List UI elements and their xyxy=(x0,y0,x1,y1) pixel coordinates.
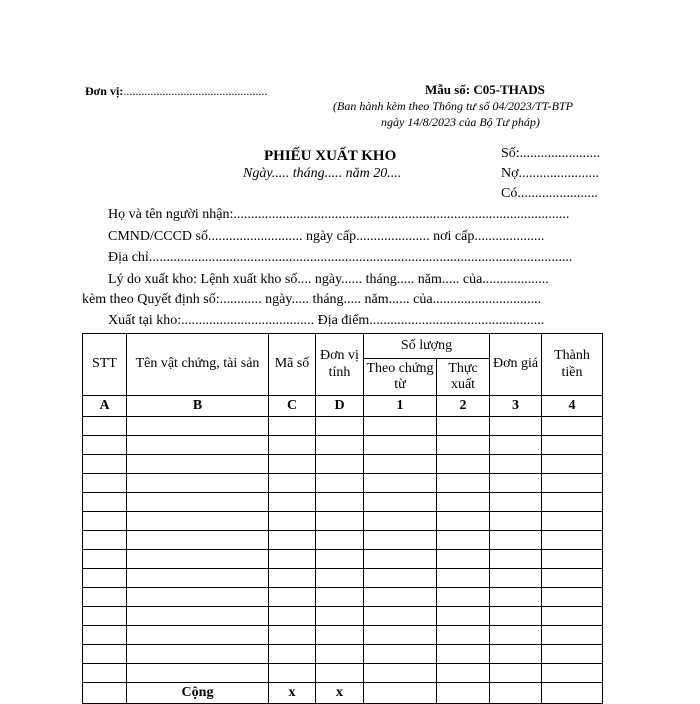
total-cell[interactable] xyxy=(490,683,542,704)
unit-label: Đơn vị:................................................ xyxy=(85,84,268,98)
issued-line-1: (Ban hành kèm theo Thông tư số 04/2023/TT-BTP xyxy=(333,99,573,113)
table-cell[interactable] xyxy=(364,664,437,683)
table-cell[interactable] xyxy=(490,474,542,493)
table-row xyxy=(83,626,603,645)
table-cell[interactable] xyxy=(316,664,364,683)
id-field[interactable]: CMND/CCCD số........................... ngày cấp..................... nơi cấp.................... xyxy=(108,229,545,244)
total-cell[interactable] xyxy=(542,683,603,704)
table-cell[interactable] xyxy=(542,474,603,493)
table-row xyxy=(83,436,603,455)
table-cell[interactable] xyxy=(127,455,269,474)
table-row xyxy=(83,645,603,664)
table-cell[interactable] xyxy=(542,626,603,645)
table-cell[interactable] xyxy=(364,588,437,607)
table-cell[interactable] xyxy=(316,588,364,607)
table-cell[interactable] xyxy=(127,493,269,512)
total-cell[interactable] xyxy=(364,683,437,704)
table-cell[interactable] xyxy=(437,588,490,607)
table-cell[interactable] xyxy=(490,512,542,531)
table-cell[interactable] xyxy=(542,417,603,436)
table-cell[interactable] xyxy=(542,531,603,550)
table-cell[interactable] xyxy=(490,417,542,436)
table-cell[interactable] xyxy=(316,474,364,493)
table-cell[interactable] xyxy=(437,455,490,474)
letter-cell: 1 xyxy=(364,396,437,417)
table-cell[interactable] xyxy=(269,512,316,531)
table-cell[interactable] xyxy=(127,417,269,436)
table-cell[interactable] xyxy=(83,664,127,683)
letter-cell: B xyxy=(127,396,269,417)
total-label: Cộng xyxy=(127,683,269,704)
table-cell[interactable] xyxy=(83,455,127,474)
total-stt-cell xyxy=(83,683,127,704)
table-cell[interactable] xyxy=(490,588,542,607)
table-cell[interactable] xyxy=(490,493,542,512)
table-cell[interactable] xyxy=(316,531,364,550)
table-cell[interactable] xyxy=(542,550,603,569)
table-row xyxy=(83,664,603,683)
table-cell[interactable] xyxy=(542,455,603,474)
table-cell[interactable] xyxy=(83,645,127,664)
table-cell[interactable] xyxy=(127,626,269,645)
table-cell[interactable] xyxy=(542,569,603,588)
table-cell[interactable] xyxy=(316,512,364,531)
table-cell[interactable] xyxy=(127,664,269,683)
header-unit-price: Đơn giá xyxy=(490,334,542,396)
table-cell[interactable] xyxy=(316,417,364,436)
table-cell[interactable] xyxy=(490,607,542,626)
decision-field[interactable]: kèm theo Quyết định số:............ ngày..... tháng..... năm...... của............................... xyxy=(82,292,542,307)
table-cell[interactable] xyxy=(437,417,490,436)
table-cell[interactable] xyxy=(83,417,127,436)
table-cell[interactable] xyxy=(316,455,364,474)
table-cell[interactable] xyxy=(127,645,269,664)
document-title: PHIẾU XUẤT KHO xyxy=(264,148,397,164)
table-cell[interactable] xyxy=(269,531,316,550)
table-row xyxy=(83,512,603,531)
reason-field[interactable]: Lý do xuất kho: Lệnh xuất kho số.... ngày...... tháng..... năm..... của................... xyxy=(108,272,549,287)
total-row xyxy=(83,683,603,704)
table-cell[interactable] xyxy=(364,474,437,493)
table-cell[interactable] xyxy=(269,493,316,512)
table-cell[interactable] xyxy=(316,626,364,645)
table-cell[interactable] xyxy=(127,569,269,588)
table-cell[interactable] xyxy=(364,645,437,664)
table-cell[interactable] xyxy=(364,550,437,569)
table-cell[interactable] xyxy=(269,645,316,664)
letter-cell: C xyxy=(269,396,316,417)
table-cell[interactable] xyxy=(316,607,364,626)
table-cell[interactable] xyxy=(364,455,437,474)
recipient-field[interactable]: Họ và tên người nhận:................................................................................................ xyxy=(108,207,570,222)
table-row xyxy=(83,417,603,436)
table-cell[interactable] xyxy=(269,417,316,436)
items-table xyxy=(82,333,603,704)
table-cell[interactable] xyxy=(364,569,437,588)
table-cell[interactable] xyxy=(542,493,603,512)
unit-dots: ................................................ xyxy=(123,84,268,98)
letter-cell: D xyxy=(316,396,364,417)
table-cell[interactable] xyxy=(127,531,269,550)
table-cell[interactable] xyxy=(83,607,127,626)
table-cell[interactable] xyxy=(490,645,542,664)
letter-cell: 3 xyxy=(490,396,542,417)
table-cell[interactable] xyxy=(127,436,269,455)
table-cell[interactable] xyxy=(490,436,542,455)
table-cell[interactable] xyxy=(490,664,542,683)
table-row xyxy=(83,569,603,588)
total-unit-mark: x xyxy=(316,683,364,704)
table-cell[interactable] xyxy=(269,455,316,474)
table-cell[interactable] xyxy=(83,474,127,493)
table-cell[interactable] xyxy=(316,436,364,455)
table-cell[interactable] xyxy=(269,664,316,683)
table-cell[interactable] xyxy=(364,626,437,645)
form-code: Mẫu số: C05-THADS xyxy=(425,82,545,97)
table-cell[interactable] xyxy=(542,645,603,664)
table-cell[interactable] xyxy=(83,493,127,512)
table-cell[interactable] xyxy=(269,626,316,645)
table-cell[interactable] xyxy=(83,550,127,569)
credit-field[interactable]: Có....................... xyxy=(501,186,598,201)
table-cell[interactable] xyxy=(437,645,490,664)
table-cell[interactable] xyxy=(269,550,316,569)
letter-cell: 2 xyxy=(437,396,490,417)
table-cell[interactable] xyxy=(316,569,364,588)
number-field[interactable]: Số:....................... xyxy=(501,146,601,161)
location-field[interactable]: Xuất tại kho:...................................... Địa điểm.................................................. xyxy=(108,313,545,328)
header-quantity: Số lượng xyxy=(364,334,490,359)
table-cell[interactable] xyxy=(269,474,316,493)
table-cell[interactable] xyxy=(490,550,542,569)
table-cell[interactable] xyxy=(83,626,127,645)
table-cell[interactable] xyxy=(316,550,364,569)
table-row xyxy=(83,531,603,550)
table-cell[interactable] xyxy=(490,569,542,588)
table-cell[interactable] xyxy=(269,569,316,588)
table-cell[interactable] xyxy=(269,607,316,626)
table-row xyxy=(83,607,603,626)
table-row xyxy=(83,474,603,493)
header-unit: Đơn vị tính xyxy=(316,334,364,396)
header-qty-document: Theo chứng từ xyxy=(364,359,437,396)
table-cell[interactable] xyxy=(127,550,269,569)
table-cell[interactable] xyxy=(127,512,269,531)
table-cell[interactable] xyxy=(437,436,490,455)
table-cell[interactable] xyxy=(269,588,316,607)
table-cell[interactable] xyxy=(364,436,437,455)
letter-cell: A xyxy=(83,396,127,417)
table-cell[interactable] xyxy=(490,455,542,474)
header-qty-actual: Thực xuất xyxy=(437,359,490,396)
table-cell[interactable] xyxy=(364,417,437,436)
header-amount: Thành tiền xyxy=(542,334,603,396)
table-cell[interactable] xyxy=(364,493,437,512)
column-letters-row xyxy=(83,396,603,417)
table-cell[interactable] xyxy=(542,664,603,683)
table-cell[interactable] xyxy=(127,607,269,626)
table-cell[interactable] xyxy=(364,607,437,626)
table-cell[interactable] xyxy=(364,512,437,531)
total-cell[interactable] xyxy=(437,683,490,704)
table-cell[interactable] xyxy=(127,588,269,607)
table-cell[interactable] xyxy=(490,626,542,645)
table-cell[interactable] xyxy=(364,531,437,550)
table-cell[interactable] xyxy=(316,645,364,664)
issued-line-2: ngày 14/8/2023 của Bộ Tư pháp) xyxy=(381,115,540,129)
table-cell[interactable] xyxy=(437,474,490,493)
header-code: Mã số xyxy=(269,334,316,396)
table-cell[interactable] xyxy=(437,493,490,512)
table-cell[interactable] xyxy=(542,607,603,626)
table-cell[interactable] xyxy=(83,436,127,455)
table-cell[interactable] xyxy=(83,531,127,550)
table-cell[interactable] xyxy=(437,550,490,569)
table-cell[interactable] xyxy=(490,531,542,550)
table-cell[interactable] xyxy=(83,569,127,588)
table-row xyxy=(83,588,603,607)
header-item-name: Tên vật chứng, tài sản xyxy=(127,334,269,396)
table-cell[interactable] xyxy=(437,512,490,531)
table-cell[interactable] xyxy=(316,493,364,512)
address-field[interactable]: Địa chỉ......................................................................................................................... xyxy=(108,250,573,265)
debit-field[interactable]: Nợ....................... xyxy=(501,166,600,181)
table-cell[interactable] xyxy=(542,436,603,455)
table-cell[interactable] xyxy=(269,436,316,455)
table-cell[interactable] xyxy=(437,569,490,588)
table-cell[interactable] xyxy=(127,474,269,493)
date-line: Ngày..... tháng..... năm 20.... xyxy=(243,166,402,181)
table-cell[interactable] xyxy=(83,512,127,531)
header-stt: STT xyxy=(83,334,127,396)
table-cell[interactable] xyxy=(437,664,490,683)
table-cell[interactable] xyxy=(542,512,603,531)
table-cell[interactable] xyxy=(542,588,603,607)
table-cell[interactable] xyxy=(437,626,490,645)
table-cell[interactable] xyxy=(437,607,490,626)
table-cell[interactable] xyxy=(83,588,127,607)
table-row xyxy=(83,493,603,512)
letter-cell: 4 xyxy=(542,396,603,417)
table-row xyxy=(83,455,603,474)
total-code-mark: x xyxy=(269,683,316,704)
table-row xyxy=(83,550,603,569)
table-cell[interactable] xyxy=(437,531,490,550)
